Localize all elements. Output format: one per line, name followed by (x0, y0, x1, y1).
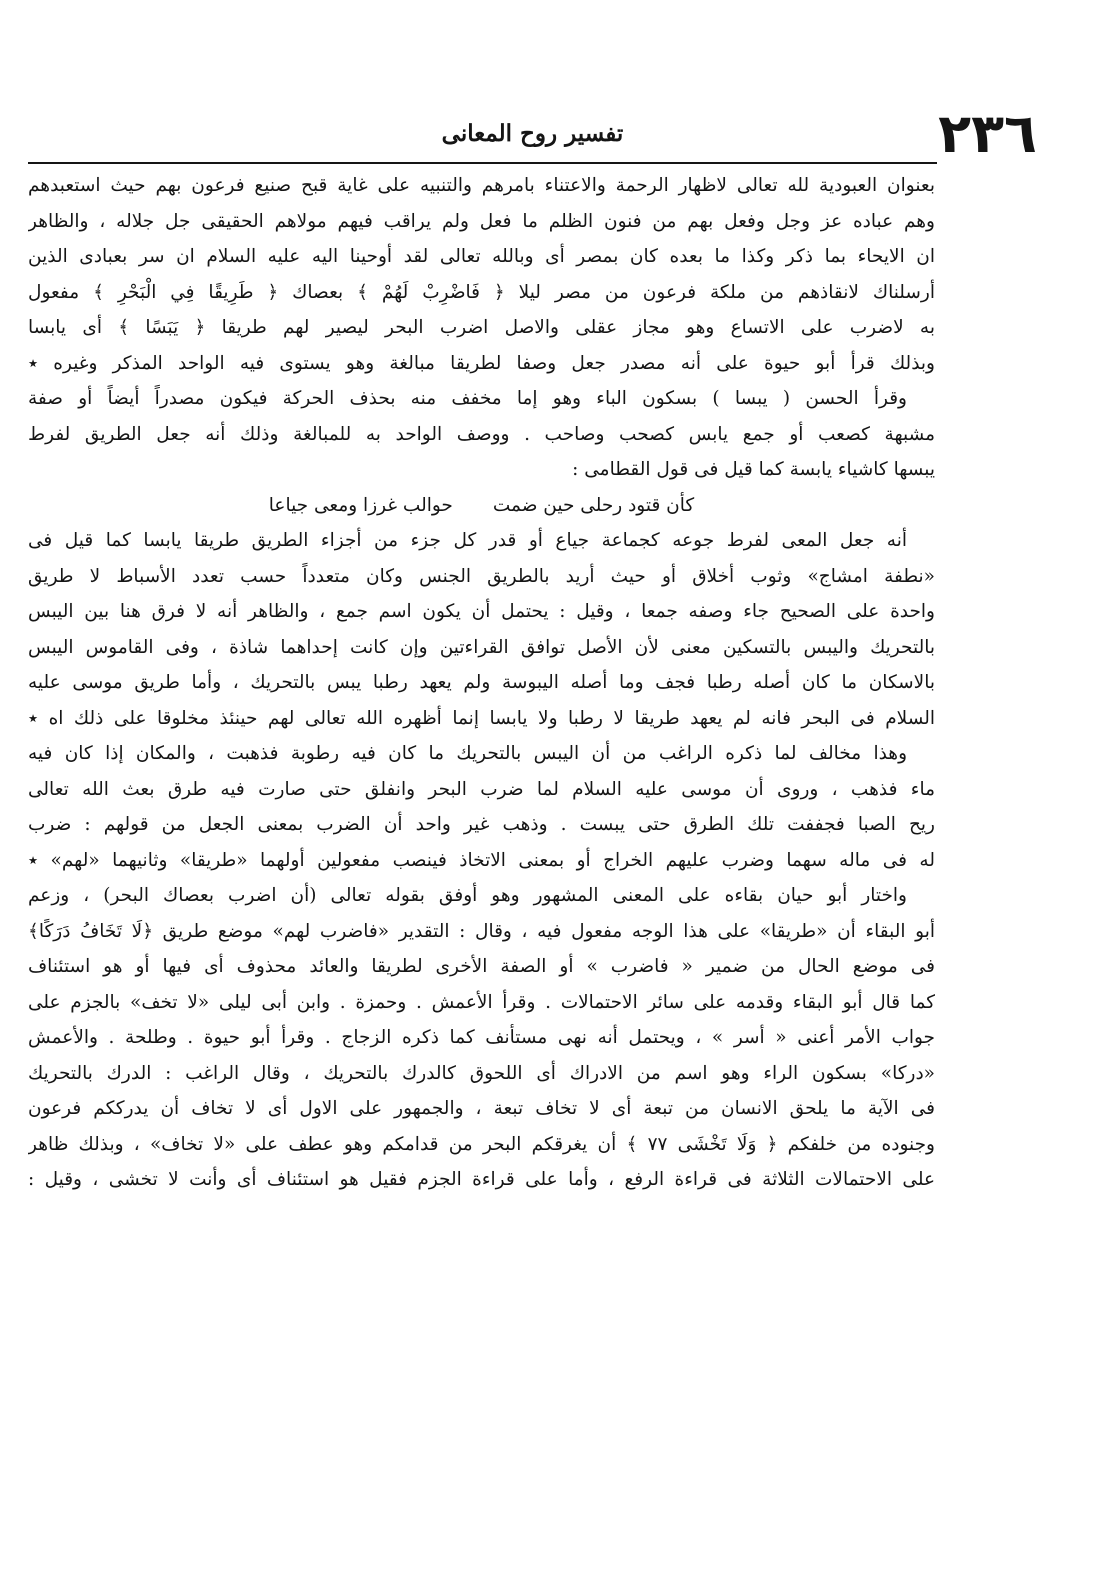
commentary-text (28, 168, 935, 1198)
text-line: واحدة على الصحيح جاء وصفه جمعا ، وقيل : يحتمل أن يكون اسم جمع ، والظاهر أنه لا فرق هنا بين اليبس (28, 601, 935, 622)
text-line: أبو البقاء أن «طريقا» على هذا الوجه مفعول فيه ، وقال : التقدير «فاضرب لهم» موضع طريق ﴿لَا تَخَافُ دَرَكًا﴾ (28, 920, 935, 942)
text-line: بالاسكان ما كان أصله رطبا فجف وما أصله اليبوسة ولم يعهد رطبا يبس بالتحريك ، وأما طريق موسى عليه (28, 672, 935, 693)
text-line: فى موضع الحال من ضمير « فاضرب » أو الصفة الأخرى لطريقا والعائد محذوف أى فيها أو هو استئناف (28, 956, 935, 977)
text-line: أرسلناك لانقاذهم من ملكة فرعون من مصر ليلا ﴿ فَاضْرِبْ لَهُمْ ﴾ بعصاك ﴿ طَرِيقًا فِي الْبَحْرِ ﴾ مفعول (28, 281, 935, 303)
text-line: على الاحتمالات الثلاثة فى قراءة الرفع ، وأما على قراءة الجزم فقيل هو استئناف أى وأنت لا تخشى ، وقيل : (28, 1169, 935, 1190)
text-line: فى الآية ما يلحق الانسان من تبعة أى لا تخاف تبعة ، والجمهور على الاول أى لا تخاف أن يدرككم فرعون (28, 1098, 935, 1119)
text-line: به لاضرب على الاتساع وهو مجاز عقلى والاصل اضرب البحر ليصير لهم طريقا ﴿ يَبَسًا ﴾ أى يابسا (28, 317, 935, 338)
text-line: وجنوده من خلفكم ﴿ وَلَا تَخْشَى ٧٧ ﴾ أن يغرقكم البحر من قدامكم وهو عطف على «لا تخاف» ، وبذلك ظاهر (28, 1133, 935, 1155)
text-line: له فى ماله سهما وضرب عليهم الخراج أو بمعنى الاتخاذ فينصب مفعولين أولهما «طريقا» وثانيهما «لهم» ٭ (28, 849, 935, 871)
text-line: جواب الأمر أعنى « أسر » ، ويحتمل أنه نهى مستأنف كما ذكره الزجاج . وقرأ أبو حيوة . وطلحة . والأعمش (28, 1027, 935, 1048)
text-line: بعنوان العبودية لله تعالى لاظهار الرحمة والاعتناء بامرهم والتنبيه على غاية قبح صنيع فرعون بهم حيث استعبدهم (28, 175, 935, 196)
text-line: مشبهة كصعب أو جمع يابس كصحب وصاحب . ووصف الواحد به للمبالغة وذلك أنه جعل الطريق لفرط (28, 423, 935, 445)
text-line: يبسها كاشياء يابسة كما قيل فى قول القطامى : (572, 459, 935, 480)
header-rule (28, 162, 937, 164)
text-line: بالتحريك واليبس بالتسكين معنى لأن الأصل توافق القراءتين وإن كانت إحداهما شاذة ، وفى القاموس اليبس (28, 636, 935, 658)
page-header (28, 102, 1037, 166)
verse-hemistich-first: كأن قتود رحلى حين ضمت (492, 494, 695, 516)
text-line: وهذا مخالف لما ذكره الراغب من أن اليبس بالتحريك ما كان فيه رطوبة فذهبت ، والمكان إذا كان فيه (28, 743, 907, 764)
text-line: كما قال أبو البقاء وقدمه على سائر الاحتمالات . وقرأ الأعمش . وحمزة . وابن أبى ليلى «لا تخف» بالجزم على (28, 991, 935, 1013)
text-line: ان الايحاء بما ذكر وكذا ما بعده كان بمصر أى وبالله تعالى لقد أوحينا اليه عليه السلام ان سر بعبادى الذين (28, 246, 935, 267)
text-line: أنه جعل المعى لفرط جوعه كجماعة جياع أو قدر كل جزء من أجزاء الطريق طريقا يابسا كما قيل فى (28, 530, 907, 551)
text-line: «نطفة امشاج» وثوب أخلاق أو حيث أريد بالطريق الجنس وكان متعدداً حسب تعدد الأسباط لا طريق (28, 565, 935, 587)
running-title: تفسير روح المعانى (441, 120, 624, 147)
text-line: واختار أبو حيان بقاءه على المعنى المشهور وهو أوفق بقوله تعالى (أن اضرب بعصاك البحر) ، وزعم (28, 885, 907, 906)
verse-hemistich-second: حوالب غرزا ومعى جياعا (268, 494, 453, 516)
page-number: ٢٣٦ (938, 102, 1037, 165)
text-line: وبذلك قرأ أبو حيوة على أنه مصدر جعل وصفا لطريقا مبالغة وهو يستوى فيه الواحد المذكر وغيره ٭ (28, 352, 935, 374)
text-line: وقرأ الحسن ( يبسا ) بسكون الباء وهو إما مخفف منه بحذف الحركة فيكون مصدراً أيضاً أو صفة (28, 388, 907, 409)
verse-line (28, 488, 935, 524)
text-line: «دركا» بسكون الراء وهو اسم من الادراك أى اللحوق كالدرك بالتحريك ، وقال الراغب : الدرك بالتحريك (28, 1062, 935, 1084)
text-line: ماء فذهب ، وروى أن موسى عليه السلام لما ضرب البحر وانفلق حتى صارت فيه طرق بعث الله تعالى (28, 778, 935, 800)
text-line: السلام فى البحر فانه لم يعهد طريقا لا رطبا ولا يابسا إنما أظهره الله تعالى لهم حينئذ مخلوقا على ذلك اه ٭ (28, 707, 935, 729)
text-line: وهم عباده عز وجل وفعل بهم من فنون الظلم ما فعل ولم يراقب فيهم مولاهم الحقيقى جل جلاله ، والظاهر (28, 210, 935, 232)
text-line: ريح الصبا فجففت تلك الطرق حتى يبست . وذهب غير واحد أن الضرب بمعنى الجعل من قولهم : ضرب (28, 814, 935, 835)
